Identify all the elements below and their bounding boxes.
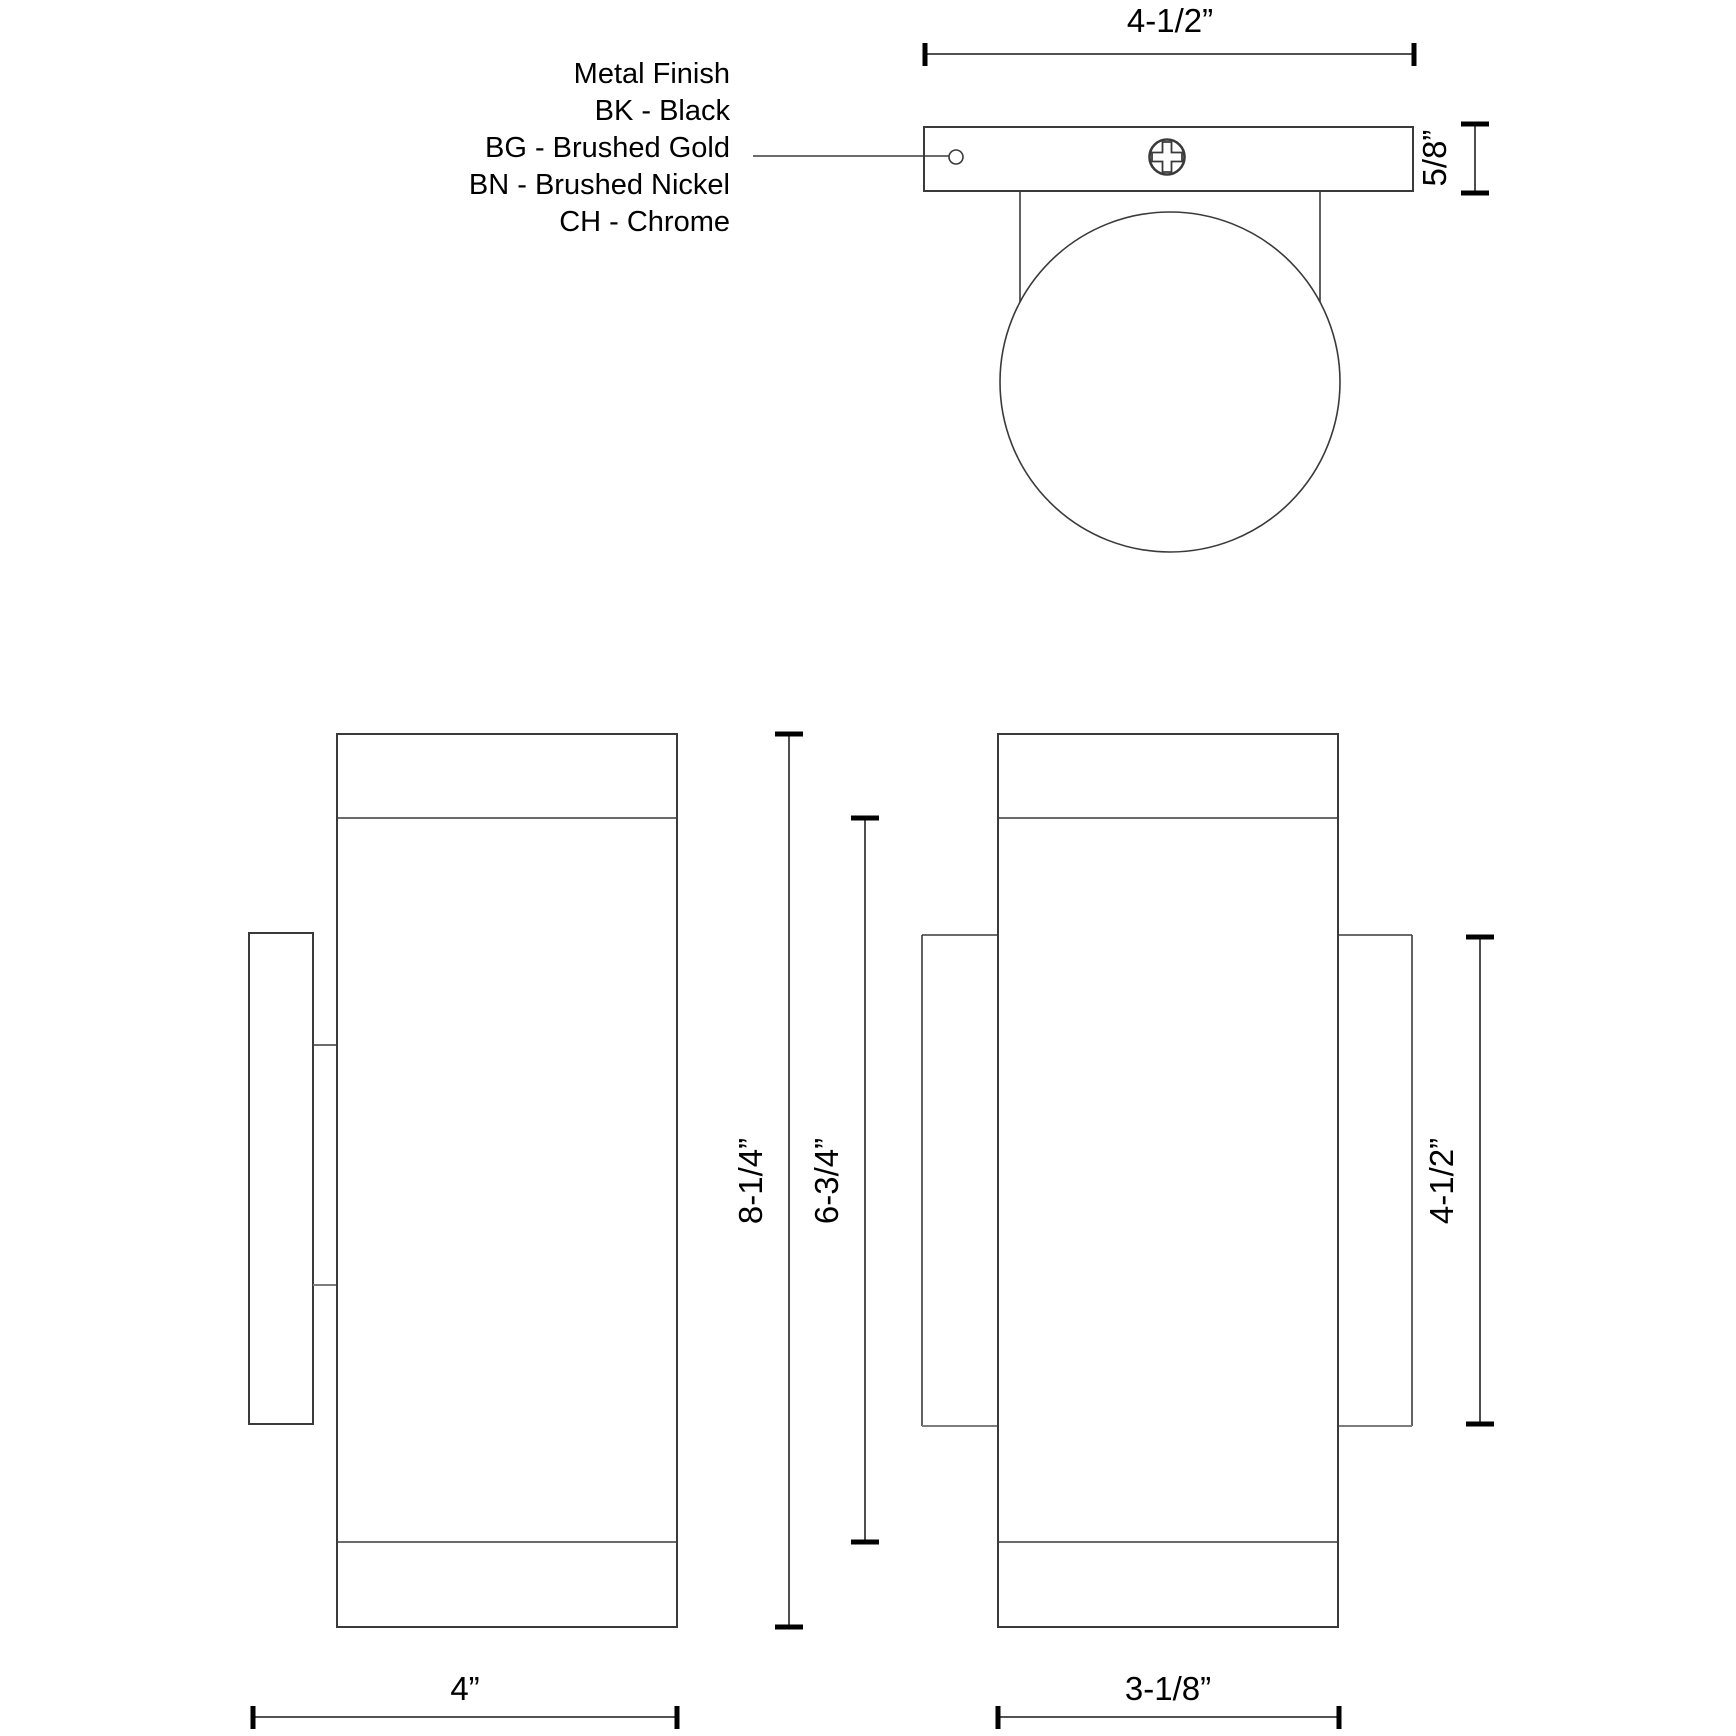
dim-top-plate-width-label: 4-1/2” — [1126, 2, 1214, 39]
top-view — [753, 2, 1489, 552]
cylinder-top-circle — [1000, 212, 1340, 552]
finish-leader — [753, 150, 963, 164]
finish-option-brushed-nickel: BN - Brushed Nickel — [468, 169, 730, 201]
dim-side-overall-height-label: 8-1/4” — [732, 1137, 769, 1225]
wall-plate-side-view — [249, 933, 313, 1424]
cylinder-body-side — [337, 734, 677, 1627]
dim-front-body-width-label: 3-1/8” — [1124, 1670, 1212, 1707]
screw-icon — [1150, 140, 1185, 175]
finish-option-chrome: CH - Chrome — [559, 206, 730, 238]
dim-side-overall-depth — [253, 1670, 677, 1729]
dim-side-body-height — [808, 818, 879, 1542]
dim-front-plate-height — [1423, 937, 1494, 1424]
finish-option-brushed-gold: BG - Brushed Gold — [485, 132, 730, 164]
dim-top-plate-depth-label: 5/8” — [1416, 129, 1453, 187]
dim-side-overall-height — [732, 734, 803, 1627]
dim-front-plate-height-label: 4-1/2” — [1423, 1137, 1460, 1225]
dim-front-body-width — [998, 1670, 1339, 1729]
dim-side-body-height-label: 6-3/4” — [808, 1137, 845, 1225]
wall-plate-front-right — [1338, 935, 1412, 1426]
finish-option-black: BK - Black — [594, 95, 730, 127]
dim-top-plate-width — [925, 2, 1414, 66]
side-view — [249, 734, 879, 1729]
dim-top-plate-depth — [1416, 124, 1489, 193]
finish-legend — [469, 58, 731, 238]
finish-leader-dot — [949, 150, 963, 164]
wall-plate-front-left — [922, 935, 998, 1426]
cylinder-body-front — [998, 734, 1338, 1627]
front-view — [922, 734, 1494, 1729]
finish-legend-title: Metal Finish — [573, 58, 730, 90]
dim-side-overall-depth-label: 4” — [450, 1670, 480, 1707]
